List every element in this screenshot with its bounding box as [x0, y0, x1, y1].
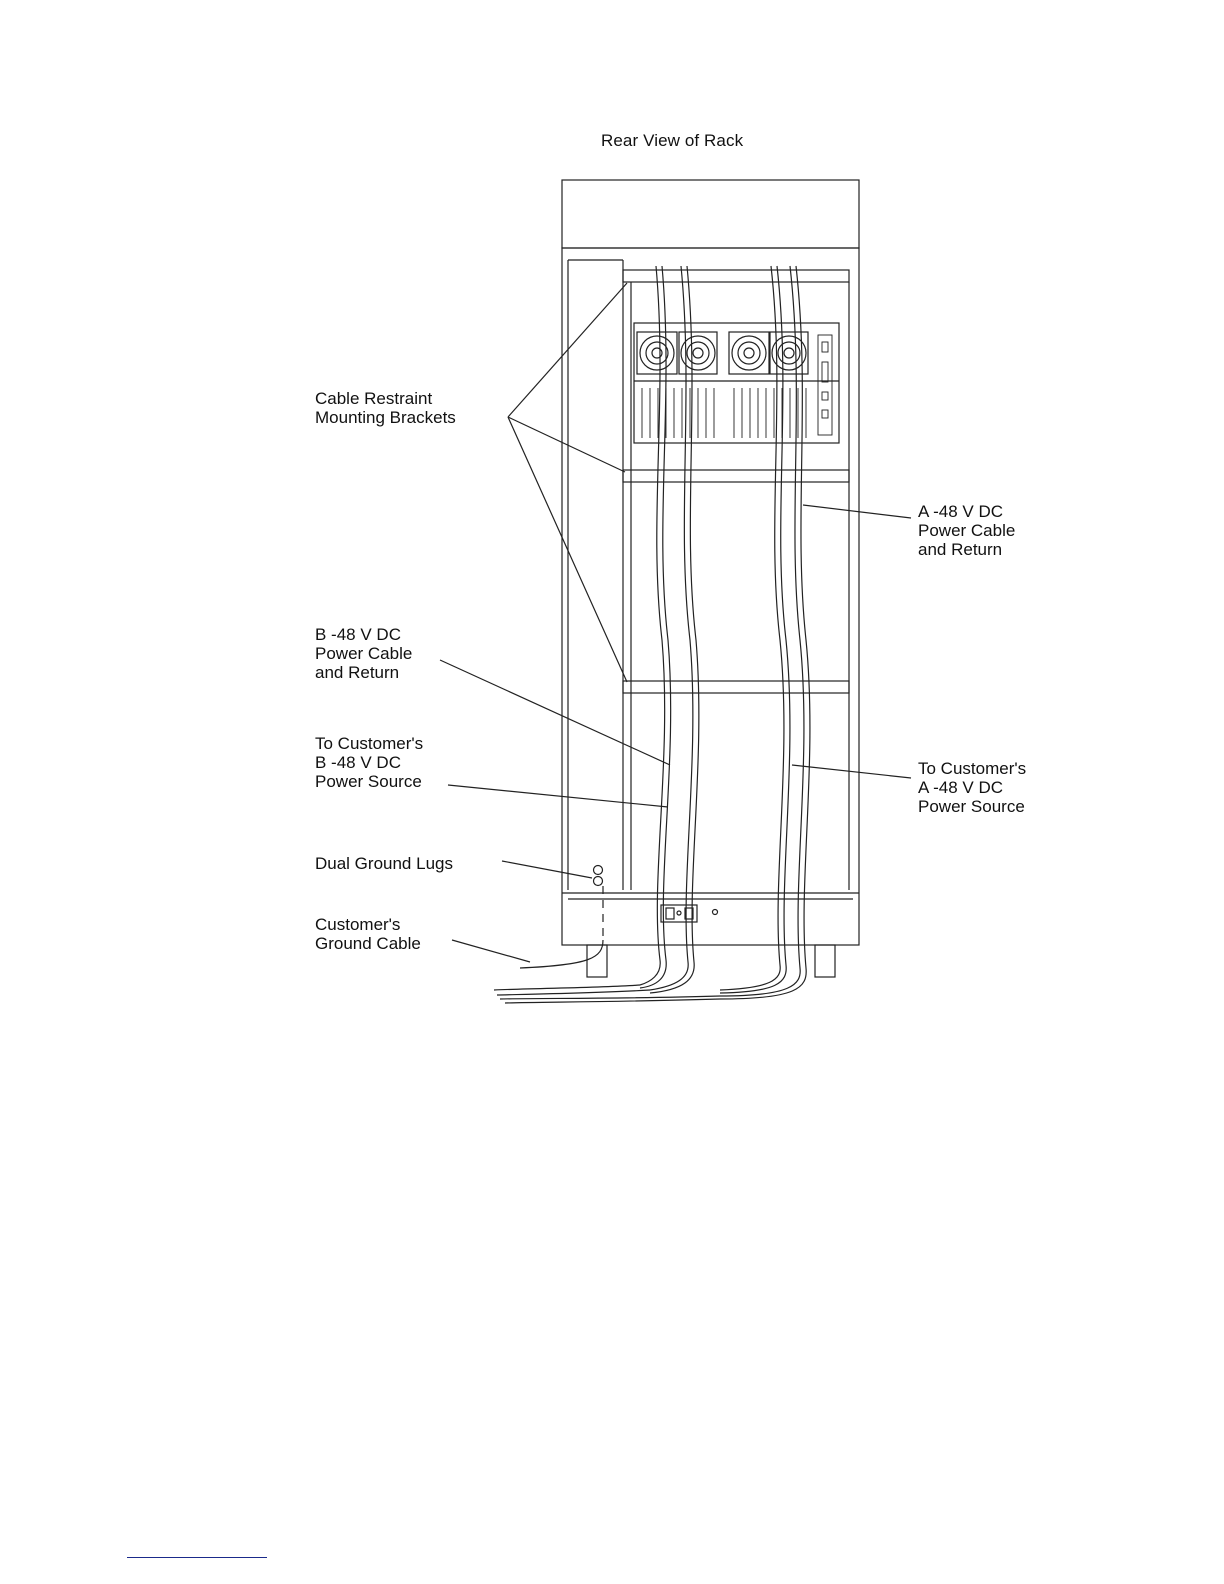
label-cable-restraint: Cable Restraint Mounting Brackets: [315, 389, 456, 427]
leader-line: [448, 785, 668, 807]
rack-foot-left: [587, 945, 607, 977]
label-a-power-source: To Customer's A -48 V DC Power Source: [918, 759, 1027, 816]
leader-line: [502, 861, 592, 878]
footer-rule: [127, 1557, 267, 1558]
rack-top-cover: [562, 180, 859, 248]
leader-line: [452, 940, 530, 962]
leader-line: [440, 660, 670, 765]
ground-lug-icon: [594, 877, 603, 886]
label-ground-cable: Customer's Ground Cable: [315, 915, 421, 953]
leader-line: [792, 765, 911, 778]
diagram-title: Rear View of Rack: [601, 131, 744, 150]
label-b-power-source: To Customer's B -48 V DC Power Source: [315, 734, 424, 791]
a-cable: [720, 266, 804, 996]
fan-icon: [640, 336, 674, 370]
bracket-middle: [623, 470, 849, 482]
rack-foot-right: [815, 945, 835, 977]
rack-frame: [562, 248, 859, 945]
ground-lug-icon: [594, 866, 603, 875]
b-cable: [650, 266, 693, 990]
leader-line: [803, 505, 911, 518]
leader-line: [508, 417, 625, 472]
fan-icon: [732, 336, 766, 370]
a-cable: [720, 266, 784, 990]
label-b-power-cable: B -48 V DC Power Cable and Return: [315, 625, 413, 682]
label-ground-lugs: Dual Ground Lugs: [315, 854, 453, 873]
bracket-lower: [623, 681, 849, 693]
label-a-power-cable: A -48 V DC Power Cable and Return: [918, 502, 1016, 559]
